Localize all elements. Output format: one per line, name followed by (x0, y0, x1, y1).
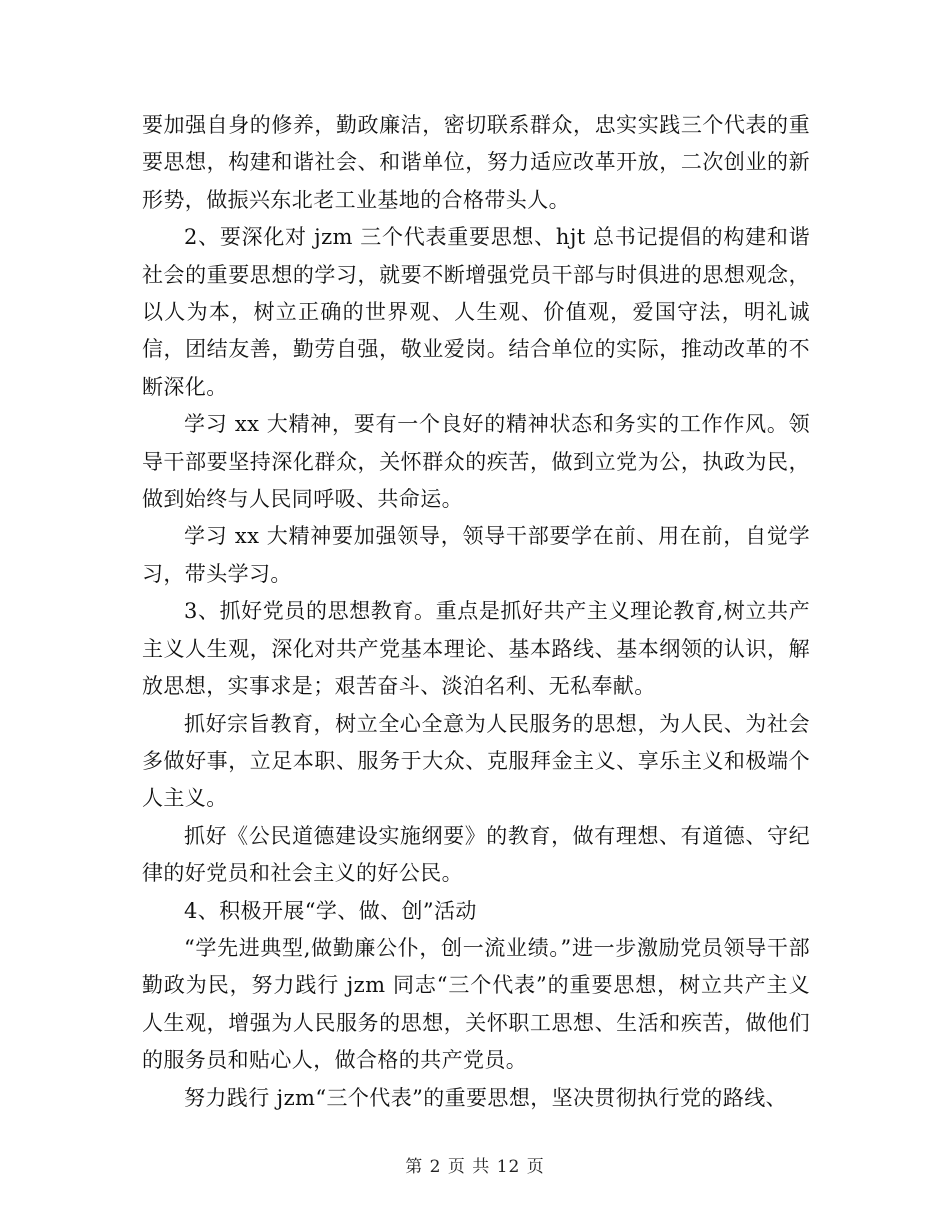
paragraph-learn-do-create: “学先进典型,做勤廉公仆，创一流业绩。”进一步激励党员领导干部勤政为民，努力践行 jzm 同志“三个代表”的重要思想，树立共产主义人生观，增强为人民服务的思想，关怀职工思想、生活和疾苦，做他们的服务员和贴心人，做合格的共产党员。 (142, 935, 810, 1073)
paragraph-item-2: 2、要深化对 jzm 三个代表重要思想、hjt 总书记提倡的构建和谐社会的重要思想的学习，就要不断增强党员干部与时俱进的思想观念，以人为本，树立正确的世界观、人生观、价值观，爱国守法，明礼诚信，团结友善，勤劳自强，敬业爱岗。结合单位的实际，推动改革的不断深化。 (142, 225, 810, 399)
paragraph-item-3: 3、抓好党员的思想教育。重点是抓好共产主义理论教育,树立共产主义人生观，深化对共产党基本理论、基本路线、基本纲领的认识，解放思想，实事求是；艰苦奋斗、淡泊名利、无私奉献。 (142, 599, 810, 699)
paragraph-purpose-education: 抓好宗旨教育，树立全心全意为人民服务的思想，为人民、为社会多做好事，立足本职、服务于大众、克服拜金主义、享乐主义和极端个人主义。 (142, 711, 810, 811)
page-number-footer: 第 2 页 共 12 页 (405, 1157, 545, 1177)
paragraph-study-spirit: 学习 xx 大精神，要有一个良好的精神状态和务实的工作作风。领导干部要坚持深化群众，关怀群众的疾苦，做到立党为公，执政为民，做到始终与人民同呼吸、共命运。 (142, 412, 810, 512)
paragraph-moral-education: 抓好《公民道德建设实施纲要》的教育，做有理想、有道德、守纪律的好党员和社会主义的好公民。 (142, 823, 810, 886)
paragraph-study-leadership: 学习 xx 大精神要加强领导，领导干部要学在前、用在前，自觉学习，带头学习。 (142, 524, 810, 586)
paragraph-practice-three-represents: 努力践行 jzm“三个代表”的重要思想，坚决贯彻执行党的路线、 (184, 1085, 788, 1110)
paragraph-item-4-heading: 4、积极开展“学、做、创”活动 (184, 898, 477, 923)
document-body (142, 107, 810, 1117)
paragraph-continuation: 要加强自身的修养，勤政廉洁，密切联系群众，忠实实践三个代表的重要思想，构建和谐社会、和谐单位，努力适应改革开放，二次创业的新形势，做振兴东北老工业基地的合格带头人。 (142, 113, 810, 212)
